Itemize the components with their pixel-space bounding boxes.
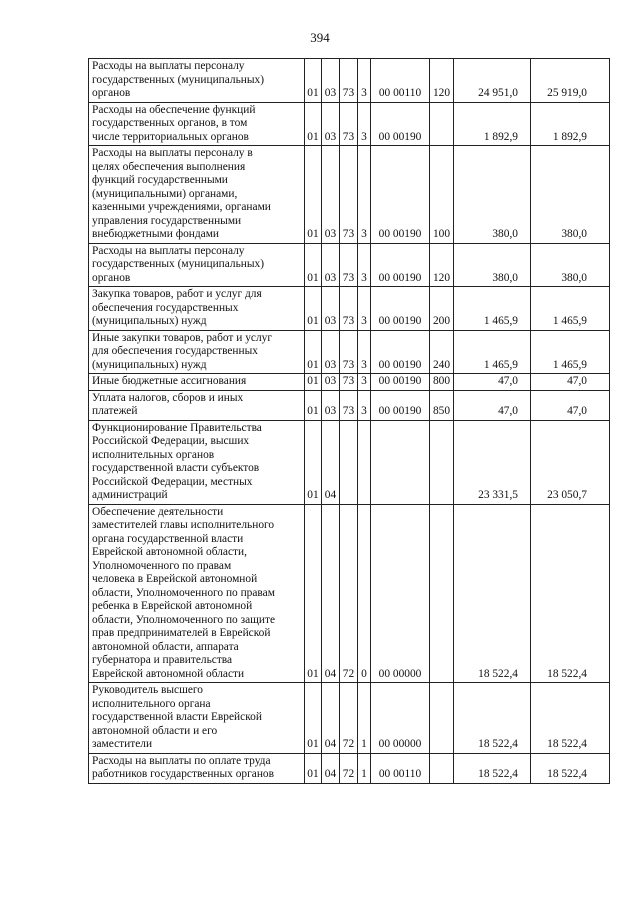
program-code: 72: [340, 753, 358, 783]
expense-type-code: [430, 504, 454, 683]
row-name: Иные бюджетные ассигнования: [89, 374, 305, 391]
article-code: 00 00000: [371, 504, 430, 683]
subprogram-code: 3: [358, 330, 371, 374]
program-code: 73: [340, 287, 358, 331]
subprogram-code: 3: [358, 287, 371, 331]
amount-year-1: 47,0: [454, 390, 531, 420]
row-name: Расходы на выплаты по оплате труда работников государственных органов: [89, 753, 305, 783]
program-code: 73: [340, 374, 358, 391]
row-name: Функционирование Правительства Российской Федерации, высших исполнительных органов государственной власти субъектов Российской Федерации, местных администраций: [89, 420, 305, 504]
table-row: [89, 753, 610, 783]
amount-year-2: 1 465,9: [531, 330, 610, 374]
subprogram-code: 3: [358, 243, 371, 287]
amount-year-1: 380,0: [454, 243, 531, 287]
program-code: 72: [340, 683, 358, 754]
article-code: 00 00190: [371, 287, 430, 331]
amount-year-1: 18 522,4: [454, 504, 531, 683]
subsection-code: 04: [322, 753, 340, 783]
table-row: [89, 420, 610, 504]
table-body: [89, 59, 610, 784]
amount-year-2: 1 465,9: [531, 287, 610, 331]
amount-year-1: 23 331,5: [454, 420, 531, 504]
expense-type-code: 800: [430, 374, 454, 391]
program-code: 72: [340, 504, 358, 683]
row-name: Обеспечение деятельности заместителей главы исполнительного органа государственной власти Еврейской автономной области, Уполномоченного по правам человека в Еврейской автономной области, Уполномоченного по правам ребенка в Еврейской автономной области, Уполномоченного по защите прав предпринимателей в Еврейской автономной области, аппарата губернатора и правительства Еврейской автономной области: [89, 504, 305, 683]
expense-type-code: 120: [430, 243, 454, 287]
section-code: 01: [305, 683, 322, 754]
row-name: Руководитель высшего исполнительного органа государственной власти Еврейской автономной области и его заместители: [89, 683, 305, 754]
article-code: 00 00000: [371, 683, 430, 754]
page-number: 394: [310, 30, 330, 45]
amount-year-2: 380,0: [531, 146, 610, 244]
amount-year-2: 23 050,7: [531, 420, 610, 504]
amount-year-2: 47,0: [531, 374, 610, 391]
article-code: [371, 420, 430, 504]
article-code: 00 00190: [371, 390, 430, 420]
subprogram-code: 0: [358, 504, 371, 683]
program-code: 73: [340, 146, 358, 244]
expense-type-code: [430, 420, 454, 504]
row-name: Расходы на обеспечение функций государственных органов, в том числе территориальных органов: [89, 102, 305, 146]
subsection-code: 04: [322, 683, 340, 754]
subsection-code: 03: [322, 243, 340, 287]
subsection-code: 04: [322, 504, 340, 683]
program-code: 73: [340, 330, 358, 374]
article-code: 00 00190: [371, 374, 430, 391]
row-name: Расходы на выплаты персоналу в целях обеспечения выполнения функций государственными (муниципальными) органами, казенными учреждениями, органами управления государственными внебюджетными фондами: [89, 146, 305, 244]
subsection-code: 03: [322, 374, 340, 391]
program-code: 73: [340, 59, 358, 103]
table-row: [89, 390, 610, 420]
subsection-code: 03: [322, 330, 340, 374]
section-code: 01: [305, 287, 322, 331]
amount-year-1: 47,0: [454, 374, 531, 391]
table-row: [89, 330, 610, 374]
article-code: 00 00190: [371, 146, 430, 244]
section-code: 01: [305, 146, 322, 244]
table-row: [89, 243, 610, 287]
program-code: 73: [340, 102, 358, 146]
subsection-code: 03: [322, 102, 340, 146]
section-code: 01: [305, 102, 322, 146]
program-code: 73: [340, 390, 358, 420]
expense-type-code: 200: [430, 287, 454, 331]
amount-year-2: 18 522,4: [531, 683, 610, 754]
subprogram-code: 3: [358, 146, 371, 244]
row-name: Расходы на выплаты персоналу государственных (муниципальных) органов: [89, 243, 305, 287]
subsection-code: 03: [322, 59, 340, 103]
section-code: 01: [305, 504, 322, 683]
row-name: Расходы на выплаты персоналу государственных (муниципальных) органов: [89, 59, 305, 103]
section-code: 01: [305, 243, 322, 287]
amount-year-1: 1 892,9: [454, 102, 531, 146]
subsection-code: 03: [322, 390, 340, 420]
program-code: [340, 420, 358, 504]
subsection-code: 03: [322, 287, 340, 331]
amount-year-1: 18 522,4: [454, 683, 531, 754]
amount-year-1: 18 522,4: [454, 753, 531, 783]
article-code: 00 00110: [371, 59, 430, 103]
amount-year-2: 1 892,9: [531, 102, 610, 146]
subsection-code: 03: [322, 146, 340, 244]
row-name: Уплата налогов, сборов и иных платежей: [89, 390, 305, 420]
table-row: [89, 374, 610, 391]
subprogram-code: 3: [358, 102, 371, 146]
article-code: 00 00190: [371, 243, 430, 287]
amount-year-1: 1 465,9: [454, 287, 531, 331]
table-row: [89, 146, 610, 244]
expense-type-code: [430, 683, 454, 754]
table-row: [89, 683, 610, 754]
amount-year-1: 24 951,0: [454, 59, 531, 103]
section-code: 01: [305, 390, 322, 420]
amount-year-2: 18 522,4: [531, 753, 610, 783]
article-code: 00 00110: [371, 753, 430, 783]
expense-type-code: 240: [430, 330, 454, 374]
amount-year-2: 47,0: [531, 390, 610, 420]
amount-year-2: 25 919,0: [531, 59, 610, 103]
section-code: 01: [305, 330, 322, 374]
expense-type-code: 850: [430, 390, 454, 420]
article-code: 00 00190: [371, 102, 430, 146]
section-code: 01: [305, 753, 322, 783]
budget-table: [88, 58, 610, 784]
amount-year-2: 380,0: [531, 243, 610, 287]
expense-type-code: 120: [430, 59, 454, 103]
subprogram-code: 1: [358, 753, 371, 783]
subsection-code: 04: [322, 420, 340, 504]
amount-year-2: 18 522,4: [531, 504, 610, 683]
amount-year-1: 1 465,9: [454, 330, 531, 374]
amount-year-1: 380,0: [454, 146, 531, 244]
table-row: [89, 504, 610, 683]
row-name: Закупка товаров, работ и услуг для обеспечения государственных (муниципальных) нужд: [89, 287, 305, 331]
subprogram-code: 3: [358, 59, 371, 103]
section-code: 01: [305, 374, 322, 391]
table-row: [89, 287, 610, 331]
article-code: 00 00190: [371, 330, 430, 374]
subprogram-code: [358, 420, 371, 504]
table-row: [89, 102, 610, 146]
subprogram-code: 1: [358, 683, 371, 754]
row-name: Иные закупки товаров, работ и услуг для обеспечения государственных (муниципальных) нужд: [89, 330, 305, 374]
expense-type-code: [430, 102, 454, 146]
subprogram-code: 3: [358, 374, 371, 391]
expense-type-code: [430, 753, 454, 783]
subprogram-code: 3: [358, 390, 371, 420]
section-code: 01: [305, 59, 322, 103]
program-code: 73: [340, 243, 358, 287]
table-row: [89, 59, 610, 103]
expense-type-code: 100: [430, 146, 454, 244]
section-code: 01: [305, 420, 322, 504]
